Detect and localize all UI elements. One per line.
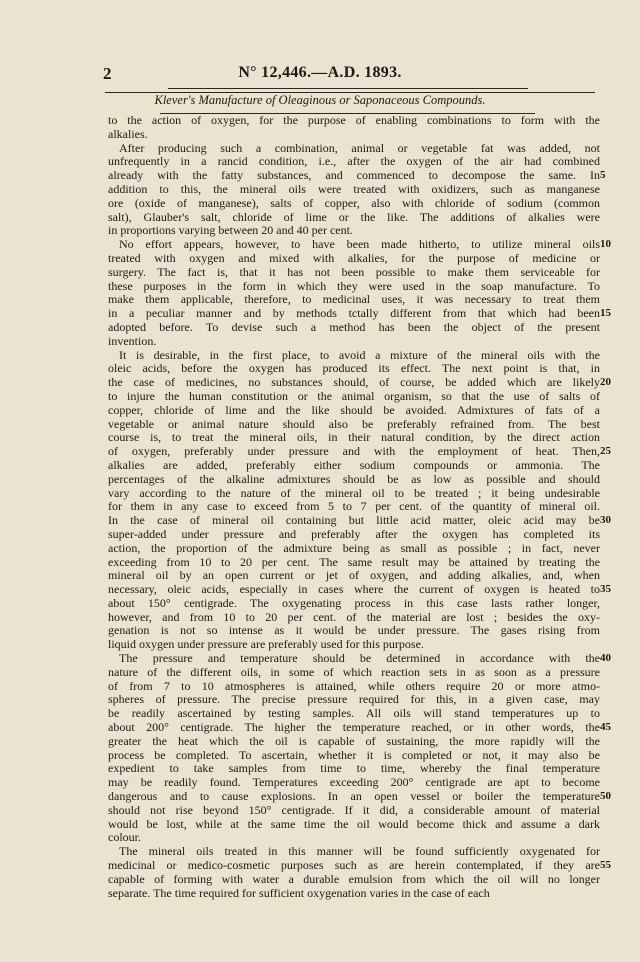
text-line: may be readily found. Temperatures exceeding 200° centigrade are apt to become [108, 775, 600, 790]
margin-line-number: 20 [600, 376, 611, 389]
margin-line-number: 35 [600, 583, 611, 596]
text-line: the case of medicines, no substances should, of course, be added which are likely [108, 375, 600, 390]
text-line: The pressure and temperature should be determined in accordance with the [119, 651, 600, 666]
text-line: percentages of the alkaline admixtures should be as low as possible and should [108, 471, 600, 486]
text-line: After producing such a combination, animal or vegetable fat was added, not [119, 140, 600, 155]
text-line: mineral oil by an open current or jet of oxygen, and adding alkalies, and, when [108, 568, 600, 583]
text-line: of from 7 to 10 atmospheres is attained, while others require 20 or more atmo- [108, 678, 600, 693]
text-line: It is desirable, in the first place, to avoid a mixture of the mineral oils with the [119, 347, 600, 362]
margin-line-number: 55 [600, 859, 611, 872]
text-line: colour. [108, 830, 141, 845]
page-number: 2 [103, 64, 112, 83]
text-line: treated with oxygen and mixed with alkalies, for the purpose of medicine or [108, 250, 600, 265]
text-line: vary according to the nature of the mineral oil to be treated ; it being undesirable [108, 485, 600, 500]
text-line: in proportions varying between 20 and 40 per cent. [108, 223, 353, 238]
text-line: already with the fatty substances, and commenced to decompose the same. In [108, 168, 600, 183]
text-line: The mineral oils treated in this manner will be found sufficiently oxygenated for [119, 844, 600, 859]
text-line: medicinal or medico-cosmetic purposes such as are herein contemplated, if they are [108, 858, 600, 873]
margin-line-number: 30 [600, 514, 611, 527]
text-line: be readily ascertained by testing samples. All oils will stand temperatures up to [108, 706, 600, 721]
text-line: invention. [108, 333, 157, 348]
header-rule [168, 88, 528, 89]
text-line: about 150° centigrade. The oxygenating process in this case lasts rather longer, [108, 595, 600, 610]
margin-line-number: 40 [600, 652, 611, 665]
text-line: addition to this, the mineral oils were treated with oxidizers, such as manganese [108, 181, 600, 196]
text-line: oleic acids, before the oxygen has produced its effect. The next point is that, in [108, 361, 600, 376]
text-line: separate. The time required for sufficient oxygenation varies in the case of each [108, 885, 490, 900]
margin-line-number: 5 [600, 169, 606, 182]
text-line: make them applicable, therefore, to medicinal uses, it was necessary to treat them [108, 292, 600, 307]
text-line: No effort appears, however, to have been made hitherto, to utilize mineral oils [119, 237, 600, 252]
margin-line-number: 50 [600, 790, 611, 803]
text-line: alkalies are added, preferably either sodium compounds or ammonia. The [108, 457, 600, 472]
text-line: dangerous and to cause explosions. In an open vessel or boiler the temperature [108, 789, 600, 804]
text-line: ore (oxide of manganese), salts of copper, also with chloride of sodium (common [108, 195, 600, 210]
text-line: spheres of pressure. The precise pressure required for this, in a given case, may [108, 692, 600, 707]
text-line: capable of forming with water a durable emulsion from which the oil will no longer [108, 871, 600, 886]
text-line: super-added under pressure and preferably after the oxygen has completed its [108, 526, 600, 541]
text-line: salt), Glauber's salt, chloride of lime or the like. The additions of alkalies were [108, 209, 600, 224]
text-line: of oxygen, preferably under pressure and with the employment of heat. Then, [108, 444, 600, 459]
text-line: liquid oxygen under pressure are preferably used for this purpose. [108, 637, 424, 652]
running-title: Klever's Manufacture of Oleaginous or Saponaceous Compounds. [154, 93, 486, 107]
text-line: expedient to take samples from time to time, whereby the final temperature [108, 761, 600, 776]
margin-line-number: 25 [600, 445, 611, 458]
text-line: greater the heat which the oil is capable of sustaining, the more rapidly will the [108, 733, 600, 748]
text-line: necessary, oleic acids, especially in cases where the current of oxygen is heated to [108, 582, 600, 597]
patent-id: N° 12,446.—A.D. 1893. [238, 64, 402, 81]
margin-line-number: 15 [600, 307, 611, 320]
text-line: adopted before. To devise such a method has been the object of the present [108, 319, 600, 334]
margin-line-number: 45 [600, 721, 611, 734]
text-line: In the case of mineral oil containing but little acid matter, oleic acid may be [108, 513, 600, 528]
text-line: genation is not so intense as it would be under pressure. The gases rising from [108, 623, 600, 638]
text-line: vegetable or animal nature should also be preferably refrained from. The best [108, 416, 600, 431]
text-line: would be lost, while at the same time the oil would become thick and assume a dark [108, 816, 600, 831]
margin-line-number: 10 [600, 238, 611, 251]
page-header [0, 64, 640, 84]
text-line: should not rise beyond 150° centigrade. If it did, a considerable amount of material [108, 802, 600, 817]
text-line: action, the proportion of the admixture being as small as possible ; in fact, never [108, 540, 600, 555]
text-line: unfrequently in a rancid condition, i.e., after the oxygen of the air had combined [108, 154, 600, 169]
text-line: copper, chloride of lime and the like should be avoided. Admixtures of fats of a [108, 402, 600, 417]
text-line: in a peculiar manner and by methods tctally different from that which had been [108, 306, 600, 321]
text-line: to the action of oxygen, for the purpose of enabling combinations to form with the [108, 113, 600, 127]
text-line: these purposes in the form in which they were used in the soap manufacture. To [108, 278, 600, 293]
text-line: nature of the different oils, in some of which reaction sets in as soon as a pressure [108, 664, 600, 679]
text-line: to injure the human constitution or the animal organism, so that the use of salts of [108, 388, 600, 403]
text-line: surgery. The fact is, that it has not been possible to make them serviceable for [108, 264, 600, 279]
text-line: for them in any case to exceed from 5 to 7 per cent. of the quantity of mineral oil. [108, 499, 600, 514]
text-line: about 200° centigrade. The higher the temperature reached, or in other words, the [108, 720, 600, 735]
text-line: course is, to treat the mineral oils, in their natural condition, by the direct action [108, 430, 600, 445]
body-text [108, 114, 600, 900]
text-line: exceeding from 10 to 20 per cent. The same result may be attained by treating the [108, 554, 600, 569]
text-line: process be completed. To ascertain, whether it is completed or not, it may also be [108, 747, 600, 762]
text-line: alkalies. [108, 126, 148, 141]
text-line: however, and from 10 to 20 per cent. of the material are lost ; besides the oxy- [108, 609, 600, 624]
